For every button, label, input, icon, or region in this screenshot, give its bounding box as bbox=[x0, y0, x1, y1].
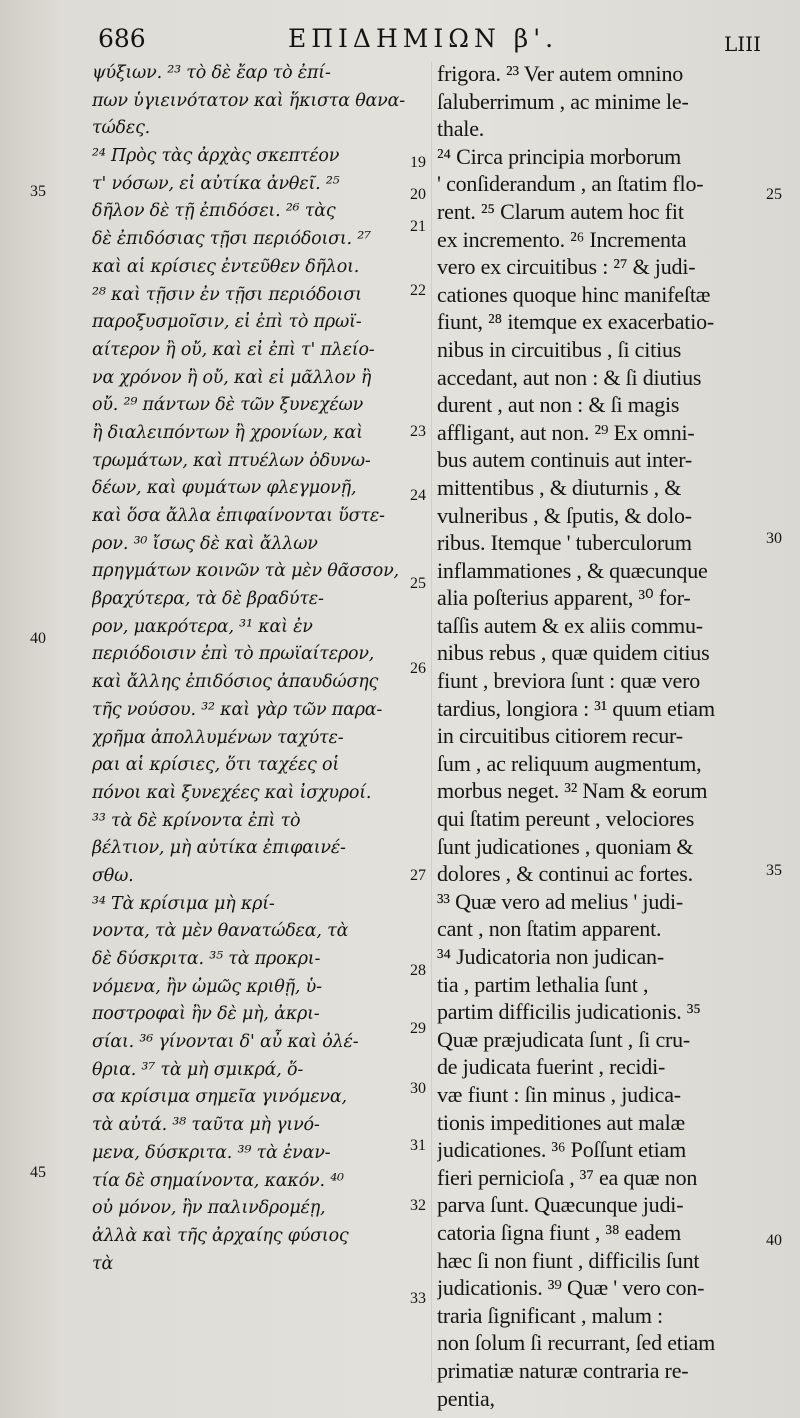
latin-text-line: in circuitibus citiorem recur- bbox=[437, 723, 683, 749]
latin-text-line: frigora. ²³ Ver autem omnino bbox=[437, 61, 684, 86]
latin-text-line: tia , partim lethalia ſunt , bbox=[437, 971, 649, 997]
greek-text-line: οὔ. ²⁹ πάντων δὲ τῶν ξυνεχέων bbox=[92, 395, 364, 416]
greek-text-line: τῆς νούσου. ³² καὶ γὰρ τῶν παρα- bbox=[92, 699, 383, 720]
latin-text-line: pentia, bbox=[437, 1385, 495, 1411]
latin-text-line: fiunt, ²⁸ itemque ex exacerbatio- bbox=[437, 309, 715, 335]
left-margin-number: 45 bbox=[30, 1164, 46, 1181]
latin-text-line: mittentibus , & diuturnis , & bbox=[437, 474, 682, 500]
latin-text-line: morbus neget. ³² Nam & eorum bbox=[437, 778, 708, 804]
running-title: ΕΠΙΔΗΜΙΩΝ β'. bbox=[288, 24, 559, 53]
column-gutter bbox=[431, 62, 432, 1382]
latin-text-line: de judicata fuerint , recidi- bbox=[437, 1054, 666, 1080]
latin-text-line: tardius, longiora : ³¹ quum etiam bbox=[437, 695, 715, 721]
latin-text-line: hæc ſi non fiunt , difficilis ſunt bbox=[437, 1247, 700, 1273]
latin-text-line: non ſolum ſi recurrant, ſed etiam bbox=[437, 1330, 716, 1356]
greek-text-line: καὶ ὅσα ἄλλα ἐπιφαίνονται ὕστε- bbox=[92, 506, 385, 526]
greek-text-line: τ' νόσων, εἰ αὐτίκα ἀνθεῖ. ²⁵ bbox=[92, 173, 340, 194]
greek-text-line: ἢ διαλειπόντων ἢ χρονίων, καὶ bbox=[92, 422, 363, 443]
greek-text-line: νοντα, τὰ μὲν θανατώδεα, τὰ bbox=[92, 921, 349, 942]
latin-text-line: cant , non ſtatim apparent. bbox=[437, 916, 662, 942]
latin-text-line: qui ſtatim pereunt , velociores bbox=[437, 806, 695, 832]
greek-text-line: τώδες. bbox=[92, 118, 151, 139]
latin-text-line: vulneribus , & ſputis, & dolo- bbox=[437, 502, 692, 528]
greek-text-line: δὲ ἐπιδόσιας τῇσι περιόδοισι. ²⁷ bbox=[92, 229, 371, 250]
greek-text-line: να χρόνον ἢ οὔ, καὶ εἰ μᾶλλον ἢ bbox=[92, 367, 372, 388]
greek-line-number: 20 bbox=[410, 186, 426, 203]
greek-line-number: 32 bbox=[410, 1197, 426, 1214]
greek-text-line: ποστροφαὶ ἢν δὲ μὴ, ἀκρι- bbox=[92, 1004, 320, 1025]
latin-text-line: catoria ſigna fiunt , ³⁸ eadem bbox=[437, 1219, 682, 1245]
greek-text-line: δὲ δύσκριτα. ³⁵ τὰ προκρι- bbox=[92, 949, 321, 969]
greek-text-line: σθω. bbox=[92, 865, 134, 886]
latin-text-line: judicationis. ³⁹ Quæ ' vero con- bbox=[437, 1275, 705, 1301]
greek-line-number: 29 bbox=[410, 1020, 426, 1037]
greek-line-number: 30 bbox=[410, 1080, 426, 1097]
greek-text-line: ραι αἱ κρίσιες, ὅτι ταχέες οἱ bbox=[92, 755, 340, 776]
left-margin-number: 40 bbox=[30, 630, 46, 647]
greek-line-number: 24 bbox=[410, 487, 426, 504]
greek-text-line: βραχύτερα, τὰ δὲ βραδύτε- bbox=[92, 589, 324, 610]
greek-line-number: 28 bbox=[410, 962, 426, 979]
greek-text-line: δῆλον δὲ τῇ ἐπιδόσει. ²⁶ τὰς bbox=[92, 201, 336, 222]
latin-text-line: ²⁴ Circa principia morborum bbox=[437, 143, 682, 169]
greek-text-line: σίαι. ³⁶ γίνονται δ' αὖ καὶ ὀλέ- bbox=[92, 1032, 359, 1053]
greek-text-line: ρον. ³⁰ ἴσως δὲ καὶ ἄλλων bbox=[92, 533, 318, 554]
greek-line-number: 25 bbox=[410, 575, 426, 592]
page-number: 686 bbox=[98, 24, 146, 53]
greek-text-line: μενα, δύσκριτα. ³⁹ τὰ ἐναν- bbox=[92, 1142, 331, 1163]
greek-text-line: νόμενα, ἢν ὠμῶς κριθῇ, ὑ- bbox=[92, 976, 322, 997]
latin-text-line: inflammationes , & quæcunque bbox=[437, 557, 708, 583]
greek-text-line: ³⁴ Τὰ κρίσιμα μὴ κρί- bbox=[92, 893, 275, 914]
latin-text-line: fiunt , breviora ſunt : quæ vero bbox=[437, 668, 701, 694]
greek-text-line: βέλτιον, μὴ αὐτίκα ἐπιφαινέ- bbox=[92, 838, 346, 859]
latin-text-line: parva ſunt. Quæcunque judi- bbox=[437, 1192, 684, 1218]
latin-text-line: partim difficilis judicationis. ³⁵ bbox=[437, 999, 701, 1025]
greek-text-line: δέων, καὶ φυμάτων φλεγμονῇ, bbox=[92, 478, 357, 499]
latin-text-line: durent , aut non : & ſi magis bbox=[437, 392, 680, 418]
greek-line-number: 22 bbox=[410, 282, 426, 299]
greek-text-line: πόνοι καὶ ξυνεχέες καὶ ἰσχυροί. bbox=[92, 782, 372, 803]
greek-text-line: ³³ τὰ δὲ κρίνοντα ἐπὶ τὸ bbox=[92, 810, 301, 831]
latin-text-line: Quæ præjudicata ſunt , ſi cru- bbox=[437, 1026, 691, 1052]
greek-line-number: 31 bbox=[410, 1137, 426, 1154]
latin-text-line: dolores , & continui ac fortes. bbox=[437, 861, 693, 887]
left-margin-number: 35 bbox=[30, 183, 46, 200]
greek-text-line: σα κρίσιμα σημεῖα γινόμενα, bbox=[92, 1087, 347, 1108]
greek-text-line: αίτερον ἢ οὔ, καὶ εἰ ἐπὶ τ' πλείο- bbox=[92, 339, 375, 360]
greek-text-line: ἀλλὰ καὶ τῆς ἀρχαίης φύσιος bbox=[92, 1225, 349, 1246]
right-margin-number: 25 bbox=[766, 186, 782, 203]
latin-text-line: traria ſignificant , malum : bbox=[437, 1302, 663, 1328]
greek-text-line: ²⁸ καὶ τῇσιν ἐν τῇσι περιόδοισι bbox=[92, 284, 362, 305]
greek-text-line: περιόδοισιν ἐπὶ τὸ πρωϊαίτερον, bbox=[92, 644, 375, 665]
greek-text-line: χρῆμα ἀπολλυμένων ταχύτε- bbox=[92, 727, 344, 748]
latin-text-line: bus autem continuis aut inter- bbox=[437, 447, 693, 473]
greek-text-line: τρωμάτων, καὶ πτυέλων ὀδυνω- bbox=[92, 450, 371, 471]
latin-text-line: ' conſiderandum , an ſtatim flo- bbox=[437, 171, 704, 197]
greek-text-line: τὰ αὐτά. ³⁸ ταῦτα μὴ γινό- bbox=[92, 1115, 320, 1136]
greek-line-number: 33 bbox=[410, 1290, 426, 1307]
greek-line-number: 23 bbox=[410, 423, 426, 440]
latin-text-line: taſſis autem & ex aliis commu- bbox=[437, 612, 703, 638]
latin-text-line: cationes quoque hinc manifeſtæ bbox=[437, 281, 711, 307]
latin-text-line: judicationes. ³⁶ Poſſunt etiam bbox=[437, 1137, 687, 1163]
latin-text-line: ex incremento. ²⁶ Incrementa bbox=[437, 226, 687, 252]
latin-text-line: accedant, aut non : & ſi diutius bbox=[437, 364, 702, 390]
latin-text-line: tionis impeditiones aut malæ bbox=[437, 1109, 685, 1135]
latin-text-line: thale. bbox=[437, 116, 485, 142]
latin-text-line: affligant, aut non. ²⁹ Ex omni- bbox=[437, 419, 695, 445]
greek-text-line: τία δὲ σημαίνοντα, κακόν. ⁴⁰ bbox=[92, 1170, 344, 1191]
greek-text-line: καὶ αἱ κρίσιες ἐντεῦθεν δῆλοι. bbox=[92, 256, 360, 277]
greek-line-number: 27 bbox=[410, 867, 426, 884]
latin-text-line: væ fiunt : ſin minus , judica- bbox=[437, 1081, 681, 1107]
latin-text-line: ribus. Itemque ' tuberculorum bbox=[437, 530, 692, 556]
greek-text-line: πων ὑγιεινότατον καὶ ἥκιστα θανα- bbox=[92, 90, 405, 111]
greek-text-line: παροξυσμοῖσιν, εἰ ἐπὶ τὸ πρωϊ- bbox=[92, 312, 362, 333]
greek-text-line: ²⁴ Πρὸς τὰς ἀρχὰς σκεπτέον bbox=[92, 146, 340, 167]
greek-text-line: ρον, μακρότερα, ³¹ καὶ ἐν bbox=[92, 616, 313, 637]
latin-text-line: ³³ Quæ vero ad melius ' judi- bbox=[437, 888, 683, 914]
latin-text-line: ſunt judicationes , quoniam & bbox=[437, 833, 694, 859]
latin-text-line: alia poſterius apparent, ³⁰ for- bbox=[437, 585, 691, 611]
greek-text-line: καὶ ἄλλης ἐπιδόσιος ἀπαυδώσης bbox=[92, 672, 379, 693]
right-margin-number: 40 bbox=[766, 1232, 782, 1249]
folio-label: LIII bbox=[724, 32, 761, 56]
latin-column bbox=[437, 60, 765, 1412]
latin-text-line: nibus in circuitibus , ſi citius bbox=[437, 336, 682, 362]
latin-text-line: rent. ²⁵ Clarum autem hoc fit bbox=[437, 198, 684, 224]
latin-text-line: fieri pernicioſa , ³⁷ ea quæ non bbox=[437, 1164, 698, 1190]
greek-text-line: θρια. ³⁷ τὰ μὴ σμικρά, ὅ- bbox=[92, 1059, 304, 1080]
greek-text-line: πρηγμάτων κοινῶν τὰ μὲν θᾶσσον, bbox=[92, 561, 399, 582]
latin-text-line: ſaluberrimum , ac minime le- bbox=[437, 88, 689, 114]
latin-text-line: ³⁴ Judicatoria non judican- bbox=[437, 944, 664, 969]
latin-text-line: ſum , ac reliquum augmentum, bbox=[437, 750, 702, 776]
latin-text-line: nibus rebus , quæ quidem citius bbox=[437, 640, 710, 666]
greek-text-line: τὰ bbox=[92, 1253, 114, 1274]
greek-line-number: 26 bbox=[410, 660, 426, 677]
right-margin-number: 30 bbox=[766, 530, 782, 547]
greek-text-line: ψύξιων. ²³ τὸ δὲ ἔαρ τὸ ἐπί- bbox=[92, 63, 331, 83]
right-margin-number: 35 bbox=[766, 862, 782, 879]
latin-text-line: vero ex circuitibus : ²⁷ & judi- bbox=[437, 254, 696, 280]
greek-line-number: 19 bbox=[410, 154, 426, 171]
greek-text-line: οὐ μόνον, ἢν παλινδρομέῃ, bbox=[92, 1198, 326, 1219]
latin-text-line: primatiæ naturæ contraria re- bbox=[437, 1357, 689, 1383]
greek-line-number: 21 bbox=[410, 218, 426, 235]
greek-column bbox=[92, 60, 428, 1278]
